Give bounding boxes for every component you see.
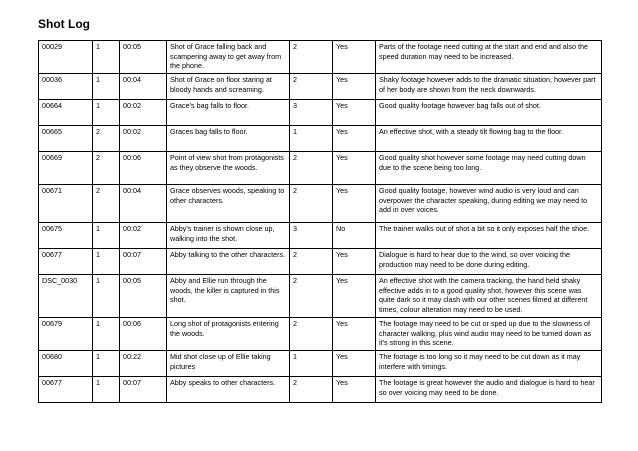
shot-log-body xyxy=(39,41,602,403)
takes-cell: 1 xyxy=(290,351,333,377)
duration-cell: 00:07 xyxy=(120,249,167,275)
description-cell: Mid shot close up of Ellie taking pictures xyxy=(167,351,290,377)
shot-id-cell: 00677 xyxy=(39,249,93,275)
day-cell: 1 xyxy=(93,41,120,74)
usable-cell: Yes xyxy=(333,318,376,351)
duration-cell: 00:02 xyxy=(120,100,167,126)
description-cell: Shot of Grace falling back and scampering away to get away from the phone. xyxy=(167,41,290,74)
day-cell: 1 xyxy=(93,249,120,275)
table-row xyxy=(39,152,602,185)
shot-id-cell: 00671 xyxy=(39,185,93,223)
shot-id-cell: 00680 xyxy=(39,351,93,377)
takes-cell: 2 xyxy=(290,152,333,185)
takes-cell: 1 xyxy=(290,126,333,152)
notes-cell: Parts of the footage need cutting at the start and end and also the speed duration may need to be increased. xyxy=(376,41,602,74)
day-cell: 1 xyxy=(93,74,120,100)
description-cell: Long shot of protagonists entering the woods. xyxy=(167,318,290,351)
day-cell: 1 xyxy=(93,351,120,377)
usable-cell: Yes xyxy=(333,152,376,185)
shot-log-table xyxy=(38,40,602,403)
notes-cell: Good quality footage however bag falls out of shot. xyxy=(376,100,602,126)
notes-cell: The footage may need to be cut or sped up due to the slowness of character walking, plus wind audio may need to be turned down as it’s strong in this scene. xyxy=(376,318,602,351)
description-cell: Grace’s bag falls to floor. xyxy=(167,100,290,126)
shot-id-cell: DSC_0030 xyxy=(39,275,93,318)
description-cell: Graces bag falls to floor. xyxy=(167,126,290,152)
duration-cell: 00:02 xyxy=(120,223,167,249)
notes-cell: An effective shot with the camera tracking, the hand held shaky effective adds in to a good quality shot, however this scene was quite dark so it may clash with our other scenes filmed at different times, colour alteration may need to be used. xyxy=(376,275,602,318)
takes-cell: 2 xyxy=(290,318,333,351)
notes-cell: The footage is too long so it may need to be cut down as it may interfere with timings. xyxy=(376,351,602,377)
usable-cell: Yes xyxy=(333,275,376,318)
notes-cell: The footage is great however the audio and dialogue is hard to hear so over voicing may need to be done. xyxy=(376,377,602,403)
usable-cell: Yes xyxy=(333,377,376,403)
takes-cell: 2 xyxy=(290,249,333,275)
notes-cell: The trainer walks out of shot a bit so it only exposes half the shoe. xyxy=(376,223,602,249)
duration-cell: 00:04 xyxy=(120,74,167,100)
description-cell: Abby and Ellie run through the woods, the killer is captured in this shot. xyxy=(167,275,290,318)
table-row xyxy=(39,377,602,403)
shot-id-cell: 00669 xyxy=(39,152,93,185)
description-cell: Grace observes woods, speaking to other characters. xyxy=(167,185,290,223)
notes-cell: Good quality shot however some footage may need cutting down due to the scene being too long. xyxy=(376,152,602,185)
takes-cell: 3 xyxy=(290,223,333,249)
table-row xyxy=(39,223,602,249)
table-row xyxy=(39,74,602,100)
duration-cell: 00:07 xyxy=(120,377,167,403)
duration-cell: 00:05 xyxy=(120,275,167,318)
duration-cell: 00:06 xyxy=(120,152,167,185)
table-row xyxy=(39,185,602,223)
takes-cell: 2 xyxy=(290,74,333,100)
duration-cell: 00:22 xyxy=(120,351,167,377)
description-cell: Abby speaks to other characters. xyxy=(167,377,290,403)
duration-cell: 00:02 xyxy=(120,126,167,152)
usable-cell: Yes xyxy=(333,126,376,152)
day-cell: 1 xyxy=(93,377,120,403)
table-row xyxy=(39,126,602,152)
description-cell: Point of view shot from protagonists as they observe the woods. xyxy=(167,152,290,185)
duration-cell: 00:04 xyxy=(120,185,167,223)
notes-cell: Dialogue is hard to hear due to the wind, so over voicing the production may need to be done during editing. xyxy=(376,249,602,275)
shot-id-cell: 00679 xyxy=(39,318,93,351)
table-row xyxy=(39,100,602,126)
takes-cell: 3 xyxy=(290,100,333,126)
day-cell: 1 xyxy=(93,275,120,318)
takes-cell: 2 xyxy=(290,275,333,318)
table-row xyxy=(39,318,602,351)
notes-cell: An effective shot, with a steady tilt flowing bag to the floor. xyxy=(376,126,602,152)
usable-cell: No xyxy=(333,223,376,249)
takes-cell: 2 xyxy=(290,41,333,74)
page-title: Shot Log xyxy=(38,17,90,31)
shot-id-cell: 00036 xyxy=(39,74,93,100)
duration-cell: 00:05 xyxy=(120,41,167,74)
shot-id-cell: 00664 xyxy=(39,100,93,126)
day-cell: 1 xyxy=(93,100,120,126)
shot-id-cell: 00029 xyxy=(39,41,93,74)
description-cell: Abby talking to the other characters. xyxy=(167,249,290,275)
usable-cell: Yes xyxy=(333,351,376,377)
shot-id-cell: 00677 xyxy=(39,377,93,403)
day-cell: 1 xyxy=(93,318,120,351)
table-row xyxy=(39,249,602,275)
day-cell: 2 xyxy=(93,185,120,223)
notes-cell: Good quality footage, however wind audio is very loud and can overpower the character speaking, during editing we may need to add in over voices. xyxy=(376,185,602,223)
usable-cell: Yes xyxy=(333,185,376,223)
table-row xyxy=(39,351,602,377)
usable-cell: Yes xyxy=(333,100,376,126)
duration-cell: 00:06 xyxy=(120,318,167,351)
usable-cell: Yes xyxy=(333,249,376,275)
takes-cell: 2 xyxy=(290,185,333,223)
usable-cell: Yes xyxy=(333,74,376,100)
day-cell: 1 xyxy=(93,223,120,249)
day-cell: 2 xyxy=(93,126,120,152)
table-row xyxy=(39,41,602,74)
table-row xyxy=(39,275,602,318)
day-cell: 2 xyxy=(93,152,120,185)
usable-cell: Yes xyxy=(333,41,376,74)
description-cell: Abby’s trainer is shown close up, walking into the shot. xyxy=(167,223,290,249)
takes-cell: 2 xyxy=(290,377,333,403)
shot-id-cell: 00665 xyxy=(39,126,93,152)
description-cell: Shot of Grace on floor staring at bloody hands and screaming. xyxy=(167,74,290,100)
shot-id-cell: 00675 xyxy=(39,223,93,249)
notes-cell: Shaky footage however adds to the dramatic situation, however part of her body are shown from the neck downwards. xyxy=(376,74,602,100)
